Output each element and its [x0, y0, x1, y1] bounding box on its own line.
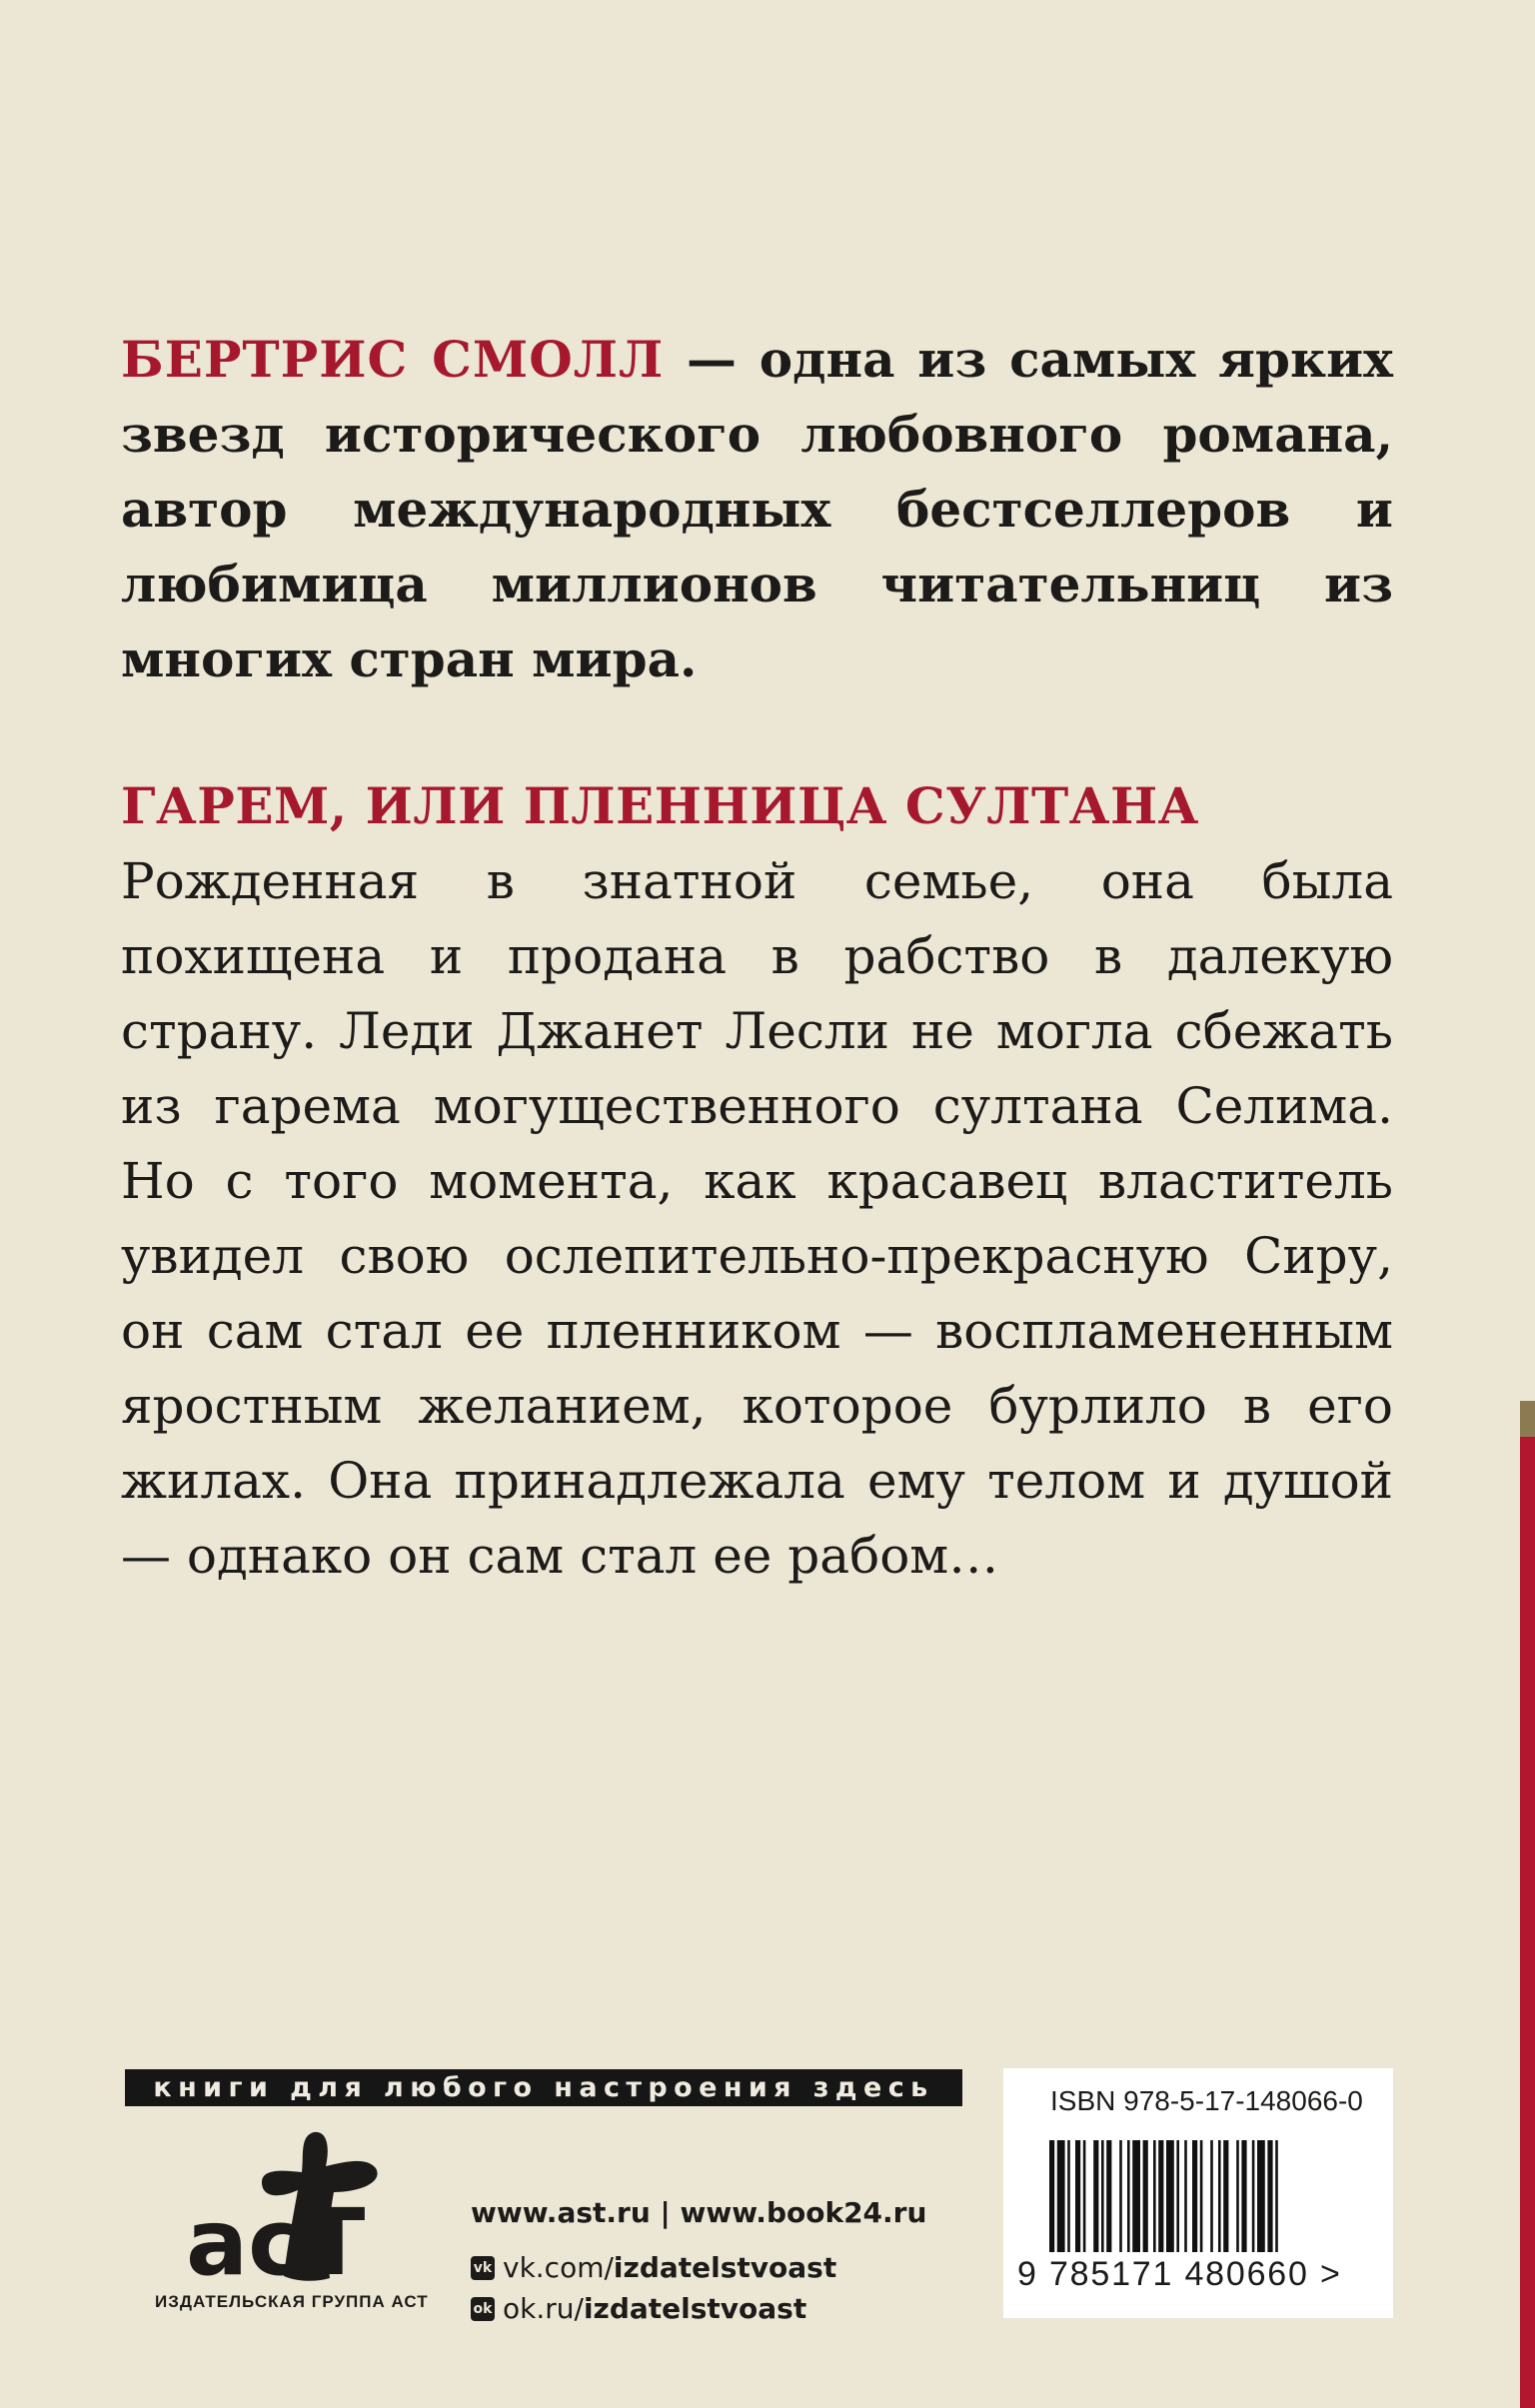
isbn-digits: 9 785171 480660 > [1017, 2255, 1342, 2293]
website-links[interactable]: www.ast.ru | www.book24.ru [471, 2196, 927, 2229]
tagline-bar: книги для любого настроения здесь [125, 2069, 962, 2106]
vk-link-prefix: vk.com/ [503, 2251, 614, 2284]
isbn-panel [1003, 2068, 1393, 2318]
book-title: ГАРЕМ, ИЛИ ПЛЕННИЦА СУЛТАНА [121, 776, 1199, 835]
isbn-label: ISBN 978-5-17-148066-0 [1050, 2085, 1363, 2116]
ast-logo-text: acT [186, 2189, 366, 2286]
vk-link-handle: izdatelstvoast [613, 2251, 837, 2284]
barcode [1049, 2140, 1349, 2252]
ok-link-prefix: ok.ru/ [503, 2292, 584, 2325]
author-intro-text: — одна из самых ярких звезд исторического любовного романа, автор международных бестселлеров и любимица миллионов читательниц из многих стран мира. [121, 330, 1393, 688]
author-intro [121, 322, 1393, 696]
publisher-caption: ИЗДАТЕЛЬСКАЯ ГРУППА АСТ [155, 2292, 429, 2311]
publisher-links [471, 2193, 926, 2329]
book-synopsis: Рожденная в знатной семье, она была похищена и продана в рабство в далекую страну. Леди Джанет Лесли не могла сбежать из гарема могущественного султана Селима. Но с того момента, как красавец властитель увидел свою ослепительно-прекрасную Сиру, он сам стал ее пленником — воспламененным яростным желанием, которое бурлило в его жилах. Она принадлежала ему телом и душой — однако он сам стал ее рабом… [121, 852, 1393, 1585]
ok-link-handle: izdatelstvoast [583, 2292, 807, 2325]
ast-logo [180, 2126, 400, 2286]
ok-link[interactable] [471, 2288, 926, 2329]
ok-icon: ok [471, 2297, 495, 2321]
vk-icon: vk [471, 2256, 495, 2280]
author-name: БЕРТРИС СМОЛЛ [121, 330, 665, 389]
vk-link[interactable] [471, 2247, 926, 2288]
spine-edge-strip [1520, 1401, 1535, 2408]
